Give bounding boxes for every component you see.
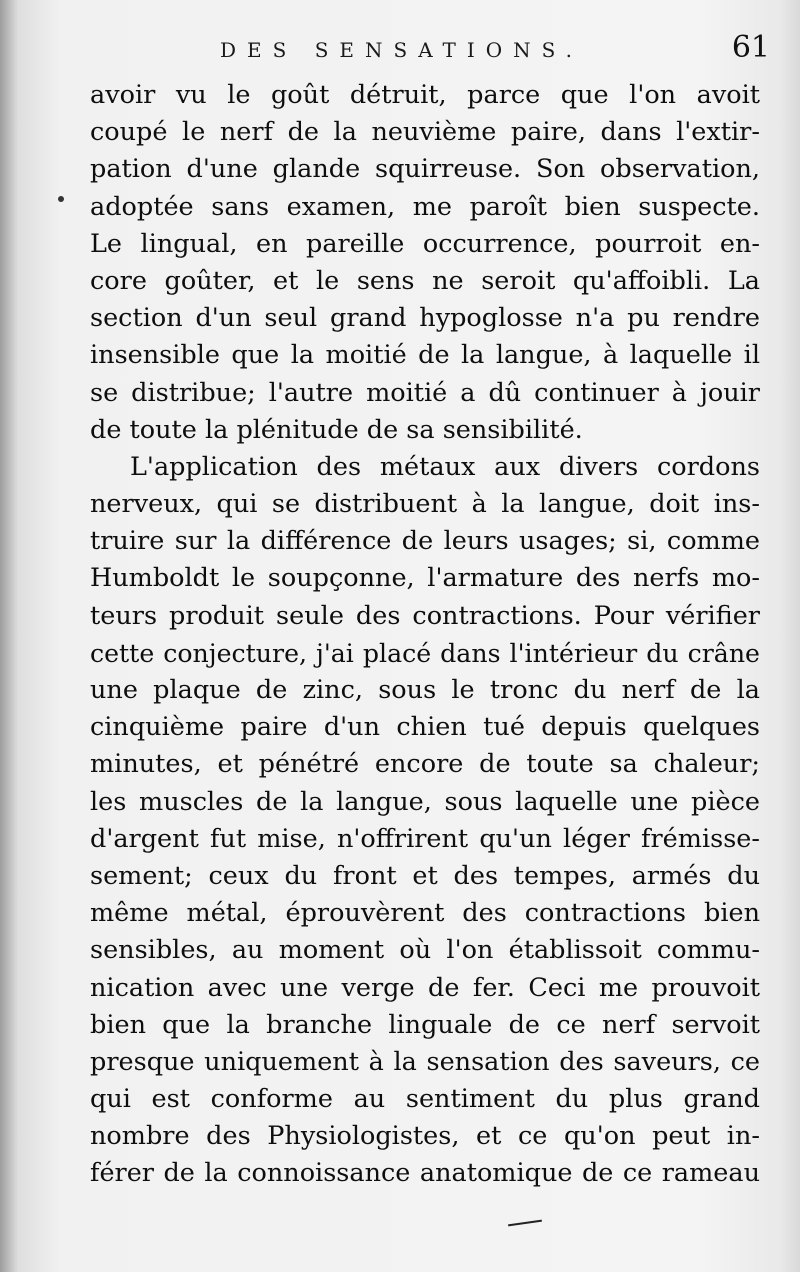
text-line: minutes, et pénétré encore de toute sa chaleur; xyxy=(90,749,760,780)
text-line: presque uniquement à la sensation des saveurs, ce xyxy=(90,1046,760,1077)
text-line: avoir vu le goût détruit, parce que l'on avoit xyxy=(90,80,760,110)
text-line: Le lingual, en pareille occurrence, pourroit en- xyxy=(90,228,760,259)
text-line: core goûter, et le sens ne seroit qu'affoibli. La xyxy=(90,265,760,296)
text-line: cinquième paire d'un chien tué depuis quelques xyxy=(90,712,760,743)
text-line: nerveux, qui se distribuent à la langue, doit ins- xyxy=(90,489,760,520)
text-line: adoptée sans examen, me paroît bien suspecte. xyxy=(90,191,760,222)
text-line: truire sur la différence de leurs usages; si, comme xyxy=(90,526,760,557)
text-line: nication avec une verge de fer. Ceci me prouvoit xyxy=(90,972,760,1003)
text-line: sement; ceux du front et des tempes, armés du xyxy=(90,860,760,891)
text-line: insensible que la moitié de la langue, à laquelle il xyxy=(90,340,760,371)
body-text xyxy=(90,77,760,1193)
text-line: cette conjecture, j'ai placé dans l'intérieur du crâne xyxy=(90,638,760,668)
footer-dash-mark xyxy=(508,1220,542,1227)
text-line: qui est conforme au sentiment du plus grand xyxy=(90,1084,760,1115)
text-line: nombre des Physiologistes, et ce qu'on peut in- xyxy=(90,1121,760,1152)
text-line: se distribue; l'autre moitié a dû continuer à jouir xyxy=(90,377,760,408)
text-line: section d'un seul grand hypoglosse n'a pu rendre xyxy=(90,303,760,334)
text-line: pation d'une glande squirreuse. Son observation, xyxy=(90,154,760,185)
text-line: les muscles de la langue, sous laquelle une pièce xyxy=(90,786,760,817)
text-line: même métal, éprouvèrent des contractions bien xyxy=(90,898,760,929)
text-line: Humboldt le soupçonne, l'armature des nerfs mo- xyxy=(90,563,760,594)
text-line: férer de la connoissance anatomique de ce rameau xyxy=(90,1158,760,1189)
text-line: sensibles, au moment où l'on établissoit commu- xyxy=(90,935,760,966)
text-line: bien que la branche linguale de ce nerf servoit xyxy=(90,1009,760,1040)
paragraph-1 xyxy=(90,77,760,449)
text-line: coupé le nerf de la neuvième paire, dans l'extir- xyxy=(90,117,760,148)
paragraph-2 xyxy=(90,449,760,1193)
text-line: d'argent fut mise, n'offrirent qu'un léger frémisse- xyxy=(90,823,760,854)
margin-dot-mark xyxy=(58,196,64,202)
text-line: une plaque de zinc, sous le tronc du nerf de la xyxy=(90,675,760,705)
text-line: L'application des métaux aux divers cordons xyxy=(130,451,760,482)
page-number: 61 xyxy=(731,30,770,65)
text-line: de toute la plénitude de sa sensibilité. xyxy=(90,414,583,445)
running-title: DES SENSATIONS. xyxy=(220,38,584,62)
page-header xyxy=(90,30,770,70)
text-line: teurs produit seule des contractions. Pour vérifier xyxy=(90,600,760,631)
